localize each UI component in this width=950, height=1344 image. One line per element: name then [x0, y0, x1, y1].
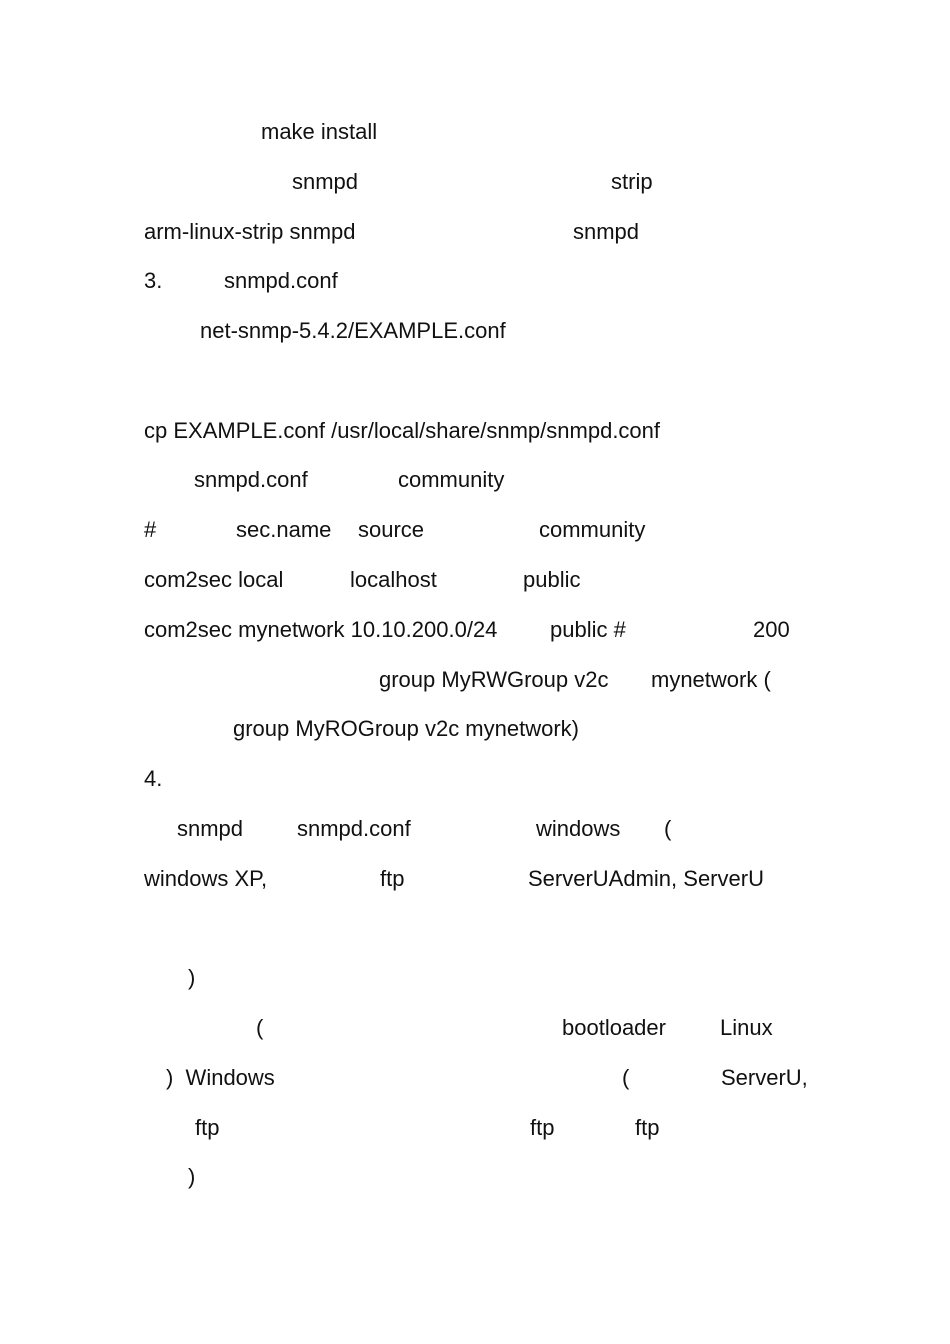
- doc-text-example-path: net-snmp-5.4.2/EXAMPLE.conf: [200, 318, 506, 343]
- doc-text-linux: Linux: [720, 1015, 773, 1040]
- doc-text-cp-command: cp EXAMPLE.conf /usr/local/share/snmp/snmpd.conf: [144, 418, 661, 443]
- doc-text-windows: windows: [536, 816, 621, 841]
- doc-text-ftp: ftp: [195, 1115, 220, 1140]
- doc-text-ftp: ftp: [635, 1115, 660, 1140]
- doc-text-snmpd-conf: snmpd.conf: [297, 816, 411, 841]
- config-col-sec-name: sec.name: [236, 517, 332, 542]
- doc-text-serveru: ServerUAdmin, ServerU: [528, 866, 764, 891]
- doc-text-paren: ): [188, 1164, 196, 1189]
- doc-text-ftp: ftp: [530, 1115, 555, 1140]
- doc-text-community: community: [398, 467, 505, 492]
- doc-text-strip-command: arm-linux-strip snmpd: [144, 219, 356, 244]
- config-com2sec-local: com2sec local: [144, 567, 284, 592]
- section-heading: snmpd.conf: [224, 268, 338, 293]
- config-group-rw: group MyRWGroup v2c: [379, 667, 609, 692]
- doc-text-windows-xp: windows XP,: [144, 866, 268, 891]
- config-public-comment: public #: [550, 617, 626, 642]
- config-mynetwork: mynetwork (: [651, 667, 771, 692]
- config-col-community: community: [539, 517, 646, 542]
- doc-text-ftp: ftp: [380, 866, 405, 891]
- doc-text-paren: ): [188, 965, 196, 990]
- config-comment-hash: #: [144, 517, 157, 542]
- section-number: 4.: [144, 766, 163, 791]
- doc-text-windows: ) Windows: [166, 1065, 275, 1090]
- config-group-ro: group MyROGroup v2c mynetwork): [233, 716, 579, 741]
- doc-text-snmpd: snmpd: [177, 816, 244, 841]
- doc-text-snmpd: snmpd: [573, 219, 640, 244]
- config-localhost: localhost: [350, 567, 437, 592]
- section-number: 3.: [144, 268, 163, 293]
- config-col-source: source: [358, 517, 425, 542]
- doc-text-snmpd-conf: snmpd.conf: [194, 467, 308, 492]
- doc-text-200: 200: [753, 617, 790, 642]
- doc-text-paren: (: [664, 816, 672, 841]
- doc-text-strip: strip: [611, 169, 653, 194]
- doc-text-make-install: make install: [261, 119, 378, 144]
- doc-text-serveru: ServerU,: [721, 1065, 808, 1090]
- doc-text-paren: (: [622, 1065, 630, 1090]
- config-public: public: [523, 567, 581, 592]
- doc-text-paren: (: [256, 1015, 264, 1040]
- doc-text-bootloader: bootloader: [562, 1015, 666, 1040]
- doc-text-snmpd: snmpd: [292, 169, 359, 194]
- config-com2sec-mynetwork: com2sec mynetwork 10.10.200.0/24: [144, 617, 498, 642]
